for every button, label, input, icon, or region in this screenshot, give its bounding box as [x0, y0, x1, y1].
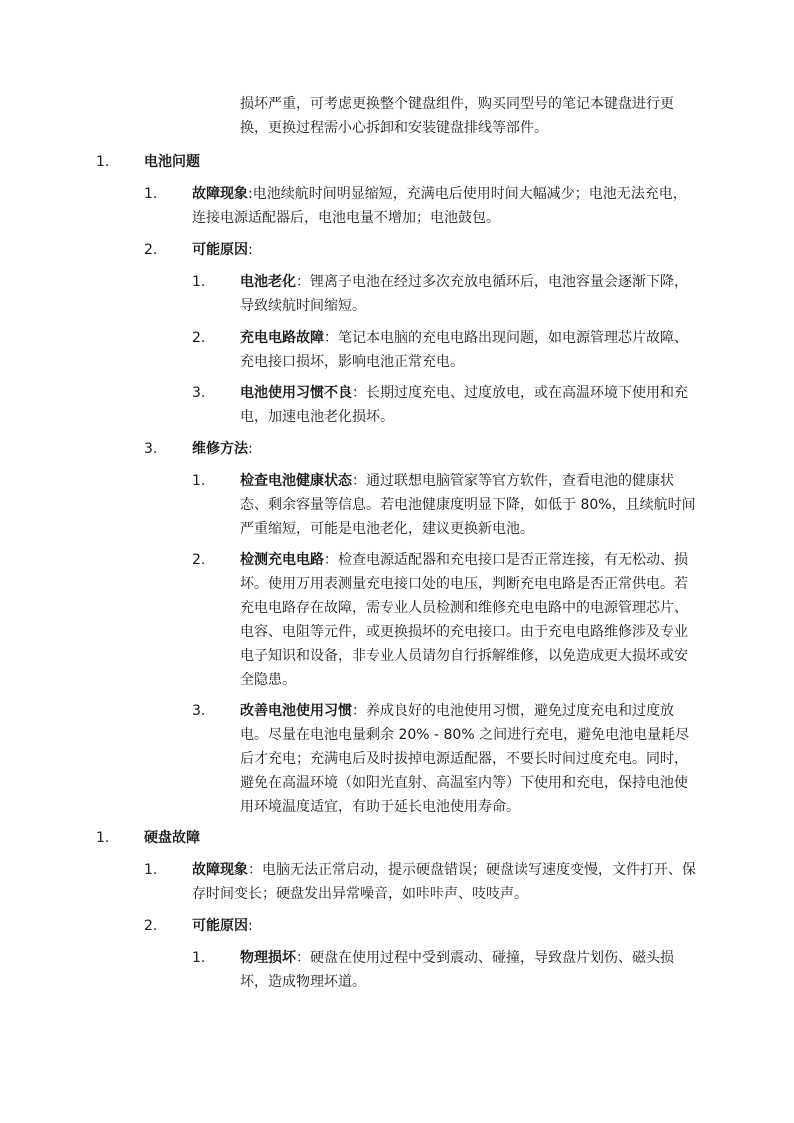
- subitem-number: 2.: [192, 552, 206, 568]
- item-number: 2.: [144, 918, 158, 934]
- subitem-text: 长期过度充电、过度放电，或在高温环境下使用和充电，加速电池老化损坏。: [240, 385, 688, 425]
- subitem-text: 锂离子电池在经过多次充放电循环后，电池容量会逐渐下降，导致续航时间缩短。: [240, 274, 688, 314]
- item-text: 电池续航时间明显缩短，充满电后使用时间大幅减少；电池无法充电，连接电源适配器后，电池电量不增加；电池鼓包。: [192, 186, 687, 226]
- subitem-label: 电池老化: [240, 274, 296, 290]
- subitem-label: 充电电路故障: [240, 330, 324, 346]
- subitem-text: 通过联想电脑管家等官方软件，查看电池的健康状态、剩余容量等信息。若电池健康度明显下降，如低于 80%，且续航时间严重缩短，可能是电池老化，建议更换新电池。: [240, 473, 696, 537]
- subitem-label: 检查电池健康状态: [240, 473, 352, 489]
- item-colon: :: [248, 918, 253, 934]
- subitem-label: 电池使用习惯不良: [240, 385, 352, 401]
- section-number: 1.: [96, 830, 110, 846]
- item-number: 1.: [144, 186, 158, 202]
- disk-symptom-item: [192, 858, 700, 906]
- subitem-improve-usage-habits: [240, 699, 700, 819]
- item-text: 电脑无法正常启动，提示硬盘错误；硬盘读写速度变慢，文件打开、保存时间变长；硬盘发出异常噪音，如咔咔声、吱吱声。: [192, 862, 696, 902]
- subitem-colon: ：: [324, 330, 338, 346]
- subitem-colon: ：: [296, 274, 310, 290]
- item-label: 故障现象: [192, 186, 248, 202]
- section-number: 1.: [96, 154, 110, 170]
- subitem-colon: ：: [352, 703, 366, 719]
- subitem-bad-usage-habits: [240, 381, 700, 429]
- subitem-test-charging-circuit: [240, 548, 700, 692]
- subitem-number: 1.: [192, 274, 206, 290]
- subitem-colon: ：: [352, 473, 366, 489]
- item-number: 3.: [144, 441, 158, 457]
- subitem-charging-circuit-fault: [240, 326, 700, 374]
- subitem-label: 物理损坏: [240, 950, 296, 966]
- subitem-number: 3.: [192, 703, 206, 719]
- subitem-label: 改善电池使用习惯: [240, 703, 352, 719]
- section-title-battery: 电池问题: [144, 154, 200, 170]
- subitem-text: 养成良好的电池使用习惯，避免过度充电和过度放电。尽量在电池电量剩余 20% - 80% 之间进行充电，避免电池电量耗尽后才充电；充满电后及时拔掉电源适配器，不要长时间过度充电。同时，避免在高温环境（如阳光直射、高温室内等）下使用和充电，保持电池使用环境温度适宜，有助于延长电池使用寿命。: [240, 703, 690, 815]
- subitem-text: 检查电源适配器和充电接口是否正常连接，有无松动、损坏。使用万用表测量充电接口处的电压，判断充电电路是否正常供电。若充电电路存在故障，需专业人员检测和维修充电电路中的电源管理芯片、电容、电阻等元件，或更换损坏的充电接口。由于充电电路维修涉及专业电子知识和设备，非专业人员请勿自行拆解维修，以免造成更大损坏或安全隐患。: [240, 552, 688, 688]
- subitem-number: 1.: [192, 950, 206, 966]
- item-label: 故障现象: [192, 862, 248, 878]
- subitem-check-battery-health: [240, 469, 700, 541]
- battery-repair-methods-item: [192, 437, 700, 461]
- continuation-paragraph: [240, 92, 700, 140]
- subitem-label: 检测充电电路: [240, 552, 324, 568]
- section-title-hard-disk: 硬盘故障: [144, 830, 200, 846]
- subitem-text: 硬盘在使用过程中受到震动、碰撞，导致盘片划伤、磁头损坏，造成物理坏道。: [240, 950, 674, 990]
- subitem-physical-damage: [240, 946, 700, 994]
- subitem-number: 3.: [192, 385, 206, 401]
- item-colon: :: [248, 186, 253, 202]
- item-colon: :: [248, 242, 253, 258]
- item-colon: ：: [248, 862, 262, 878]
- item-number: 1.: [144, 862, 158, 878]
- subitem-colon: ：: [324, 552, 338, 568]
- battery-symptom-item: [192, 182, 700, 230]
- battery-causes-item: [192, 238, 700, 262]
- subitem-number: 1.: [192, 473, 206, 489]
- subitem-text: 笔记本电脑的充电电路出现问题，如电源管理芯片故障、充电接口损坏，影响电池正常充电。: [240, 330, 688, 370]
- item-label: 可能原因: [192, 242, 248, 258]
- subitem-battery-aging: [240, 270, 700, 318]
- subitem-number: 2.: [192, 330, 206, 346]
- continuation-text: 损坏严重，可考虑更换整个键盘组件，购买同型号的笔记本键盘进行更换，更换过程需小心拆卸和安装键盘排线等部件。: [240, 96, 674, 136]
- disk-causes-item: [192, 914, 700, 938]
- item-number: 2.: [144, 242, 158, 258]
- item-colon: :: [248, 441, 253, 457]
- subitem-colon: ：: [296, 950, 310, 966]
- subitem-colon: ：: [352, 385, 366, 401]
- item-label: 维修方法: [192, 441, 248, 457]
- item-label: 可能原因: [192, 918, 248, 934]
